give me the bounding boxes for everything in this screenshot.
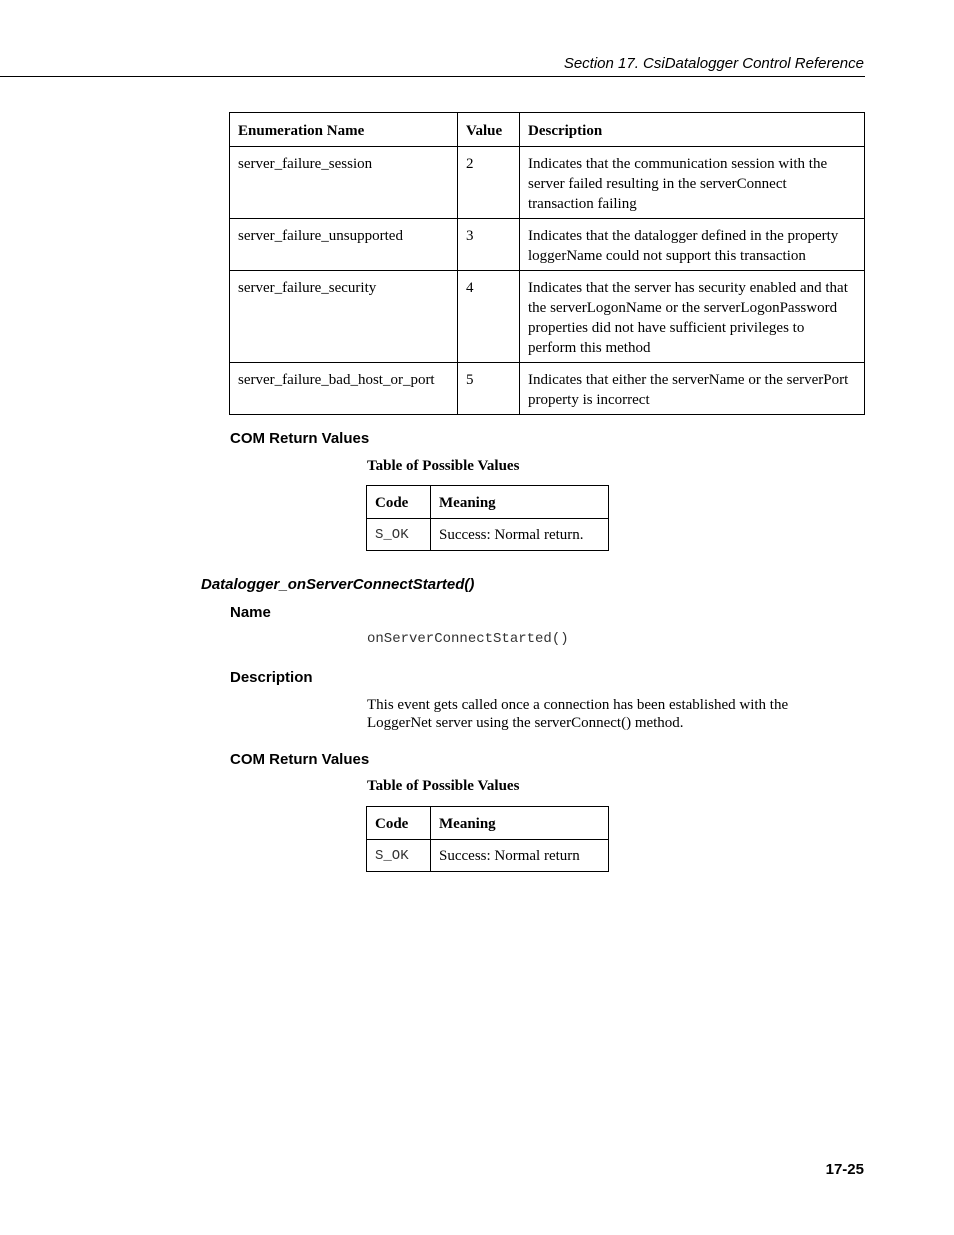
enum-value-cell: 3 — [458, 219, 520, 271]
enum-name-cell: server_failure_unsupported — [230, 219, 458, 271]
meaning-cell: Success: Normal return — [431, 840, 609, 872]
enumeration-table — [229, 112, 865, 415]
table-header-row — [230, 113, 865, 147]
meaning-cell: Success: Normal return. — [431, 519, 609, 551]
column-header-code: Code — [367, 486, 431, 519]
return-values-table — [366, 806, 609, 872]
column-header-meaning: Meaning — [431, 486, 609, 519]
code-cell: S_OK — [367, 519, 431, 551]
enum-name-cell: server_failure_security — [230, 271, 458, 363]
table-row — [230, 147, 865, 219]
table-caption: Table of Possible Values — [367, 778, 520, 794]
method-title: Datalogger_onServerConnectStarted() — [201, 576, 475, 593]
table-row — [367, 840, 609, 872]
column-header-code: Code — [367, 807, 431, 840]
enum-description-cell: Indicates that the datalogger defined in the property loggerName could not support this transaction — [520, 219, 865, 271]
section-header: Section 17. CsiDatalogger Control Reference — [563, 55, 864, 72]
enum-name-cell: server_failure_bad_host_or_port — [230, 363, 458, 415]
enum-value-cell: 4 — [458, 271, 520, 363]
description-text: This event gets called once a connection has been established with the LoggerNet server using the serverConnect() method. — [367, 697, 789, 731]
com-return-values-heading: COM Return Values — [230, 430, 370, 447]
column-header-value: Value — [458, 113, 520, 147]
table-caption: Table of Possible Values — [367, 458, 520, 474]
enum-description-cell: Indicates that the server has security enabled and that the serverLogonName or the serverLogonPassword properties did not have sufficient privileges to perform this method — [520, 271, 865, 363]
table-row — [230, 363, 865, 415]
return-values-table — [366, 485, 609, 551]
enum-description-cell: Indicates that either the serverName or the serverPort property is incorrect — [520, 363, 865, 415]
page-number: 17-25 — [825, 1161, 864, 1178]
name-heading: Name — [230, 604, 271, 621]
table-header-row — [367, 486, 609, 519]
column-header-meaning: Meaning — [431, 807, 609, 840]
enum-value-cell: 2 — [458, 147, 520, 219]
description-heading: Description — [230, 669, 313, 686]
table-header-row — [367, 807, 609, 840]
column-header-enumeration-name: Enumeration Name — [230, 113, 458, 147]
table-row — [230, 271, 865, 363]
table-row — [230, 219, 865, 271]
enum-description-cell: Indicates that the communication session with the server failed resulting in the serverConnect transaction failing — [520, 147, 865, 219]
header-rule — [0, 76, 865, 77]
table-row — [367, 519, 609, 551]
code-cell: S_OK — [367, 840, 431, 872]
enum-value-cell: 5 — [458, 363, 520, 415]
com-return-values-heading: COM Return Values — [230, 751, 370, 768]
method-name-value: onServerConnectStarted() — [367, 631, 569, 647]
column-header-description: Description — [520, 113, 865, 147]
enum-name-cell: server_failure_session — [230, 147, 458, 219]
